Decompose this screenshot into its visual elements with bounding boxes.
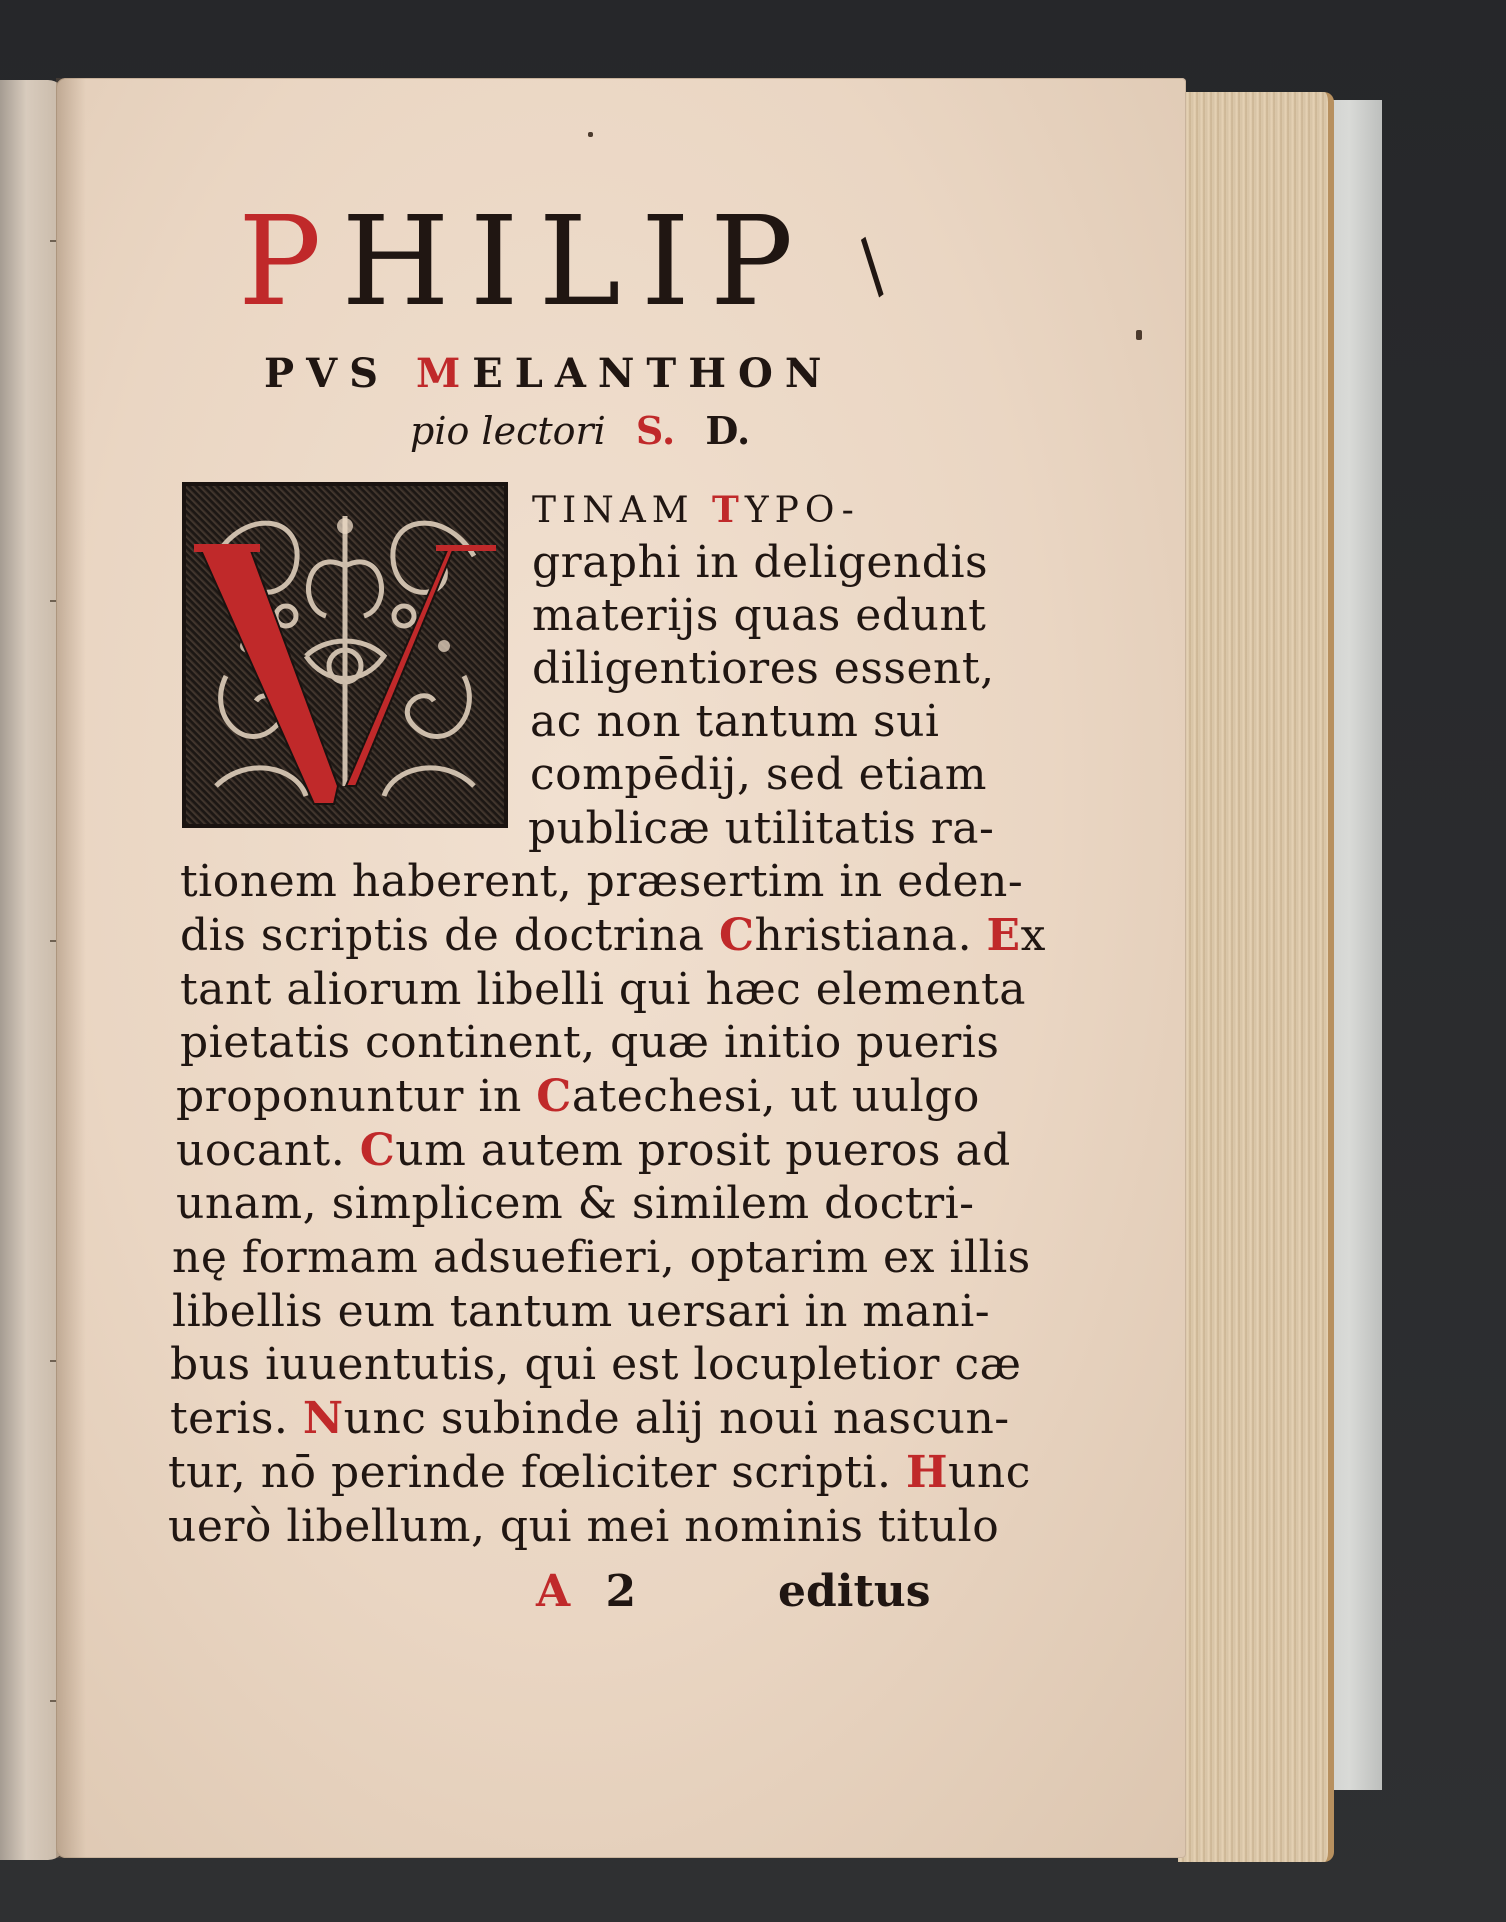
text-span: um autem prosit pueros ad	[395, 1125, 1011, 1176]
dedication-line	[410, 405, 751, 457]
signature-red: A	[536, 1566, 571, 1617]
author-line-start: PVS	[264, 350, 416, 397]
rubric-capital: T	[712, 489, 745, 531]
signature-number: 2	[605, 1566, 637, 1617]
rubric-capital: N	[302, 1393, 344, 1444]
text-line	[176, 1070, 980, 1124]
rubric-capital: C	[718, 910, 755, 961]
text-span: libellis eum tantum uersari in mani-	[172, 1286, 991, 1337]
title-rest: HILIP	[341, 190, 814, 334]
text-span: proponuntur in	[176, 1071, 537, 1122]
catchword: editus	[778, 1566, 931, 1617]
text-span: TINAM	[532, 490, 713, 531]
dedication-text: pio lectori	[410, 409, 606, 453]
text-span: dis scriptis de doctrina	[180, 910, 719, 961]
title-hyphen: /	[838, 225, 905, 307]
text-span: pietatis continent, quæ initio pueris	[180, 1017, 1000, 1068]
author-red-capital: M	[415, 350, 473, 397]
paper-speck	[588, 132, 593, 137]
rubric-capital: C	[359, 1125, 396, 1176]
text-line	[532, 589, 987, 643]
text-span: teris.	[170, 1393, 303, 1444]
text-span: compēdij, sed etiam	[530, 749, 987, 800]
text-line	[532, 483, 932, 537]
rubric-capital: E	[986, 910, 1021, 961]
text-line	[180, 855, 1024, 909]
paper-speck	[1136, 330, 1142, 340]
text-span: uerò libellum, qui mei nominis titulo	[168, 1501, 1000, 1552]
text-line	[528, 802, 995, 856]
text-line	[172, 1285, 991, 1339]
dedication-red: S.	[635, 408, 676, 453]
text-span: ac non tantum sui	[530, 696, 940, 747]
dedication-end: D.	[705, 408, 751, 453]
text-line	[530, 748, 987, 802]
text-line	[180, 1016, 1000, 1070]
text-span: unam, simplicem & similem doctri-	[176, 1178, 975, 1229]
text-span: materijs quas edunt	[532, 590, 987, 641]
text-line	[532, 642, 995, 696]
author-line-rest: ELANTHON	[472, 350, 834, 397]
decorated-initial	[182, 482, 508, 828]
gutter-shadow	[56, 78, 86, 1858]
text-span: tant aliorum libelli qui hæc elementa	[180, 964, 1026, 1015]
text-line	[176, 1177, 975, 1231]
text-span: tionem haberent, præsertim in eden-	[180, 856, 1024, 907]
text-span: nę formam adsuefieri, optarim ex illis	[172, 1232, 1031, 1283]
initial-v-woodcut	[186, 486, 504, 824]
text-line	[168, 1500, 1000, 1554]
text-span: unc	[948, 1447, 1031, 1498]
title-red-capital: P	[238, 190, 342, 334]
text-line	[172, 1231, 1031, 1285]
text-line	[170, 1392, 1010, 1446]
text-span: tur, nō perinde fœliciter scripti.	[168, 1447, 906, 1498]
text-span: hristiana.	[754, 910, 987, 961]
text-line	[180, 963, 1026, 1017]
text-line	[170, 1338, 1022, 1392]
page-block-edges	[1178, 92, 1334, 1862]
author-line	[264, 350, 864, 398]
rubric-capital: C	[536, 1071, 572, 1122]
rubric-capital: H	[905, 1447, 949, 1498]
text-span: YPO-	[744, 490, 860, 531]
text-span: uocant.	[176, 1125, 360, 1176]
initial-letter-text: V	[186, 486, 187, 487]
page-title	[238, 190, 898, 334]
text-span: bus iuuentutis, qui est locupletior cæ	[170, 1339, 1022, 1390]
signature-mark	[536, 1565, 637, 1619]
text-line	[176, 1124, 1011, 1178]
text-line	[180, 909, 1046, 963]
text-span: diligentiores essent,	[532, 643, 995, 694]
text-span: publicæ utilitatis ra-	[528, 803, 995, 854]
text-span: graphi in deligendis	[532, 537, 989, 588]
text-span: x	[1020, 910, 1046, 961]
text-line	[532, 536, 989, 590]
text-line	[168, 1446, 1031, 1500]
text-span: unc subinde alij noui nascun-	[343, 1393, 1010, 1444]
text-span: atechesi, ut uulgo	[571, 1071, 980, 1122]
text-line	[530, 695, 940, 749]
